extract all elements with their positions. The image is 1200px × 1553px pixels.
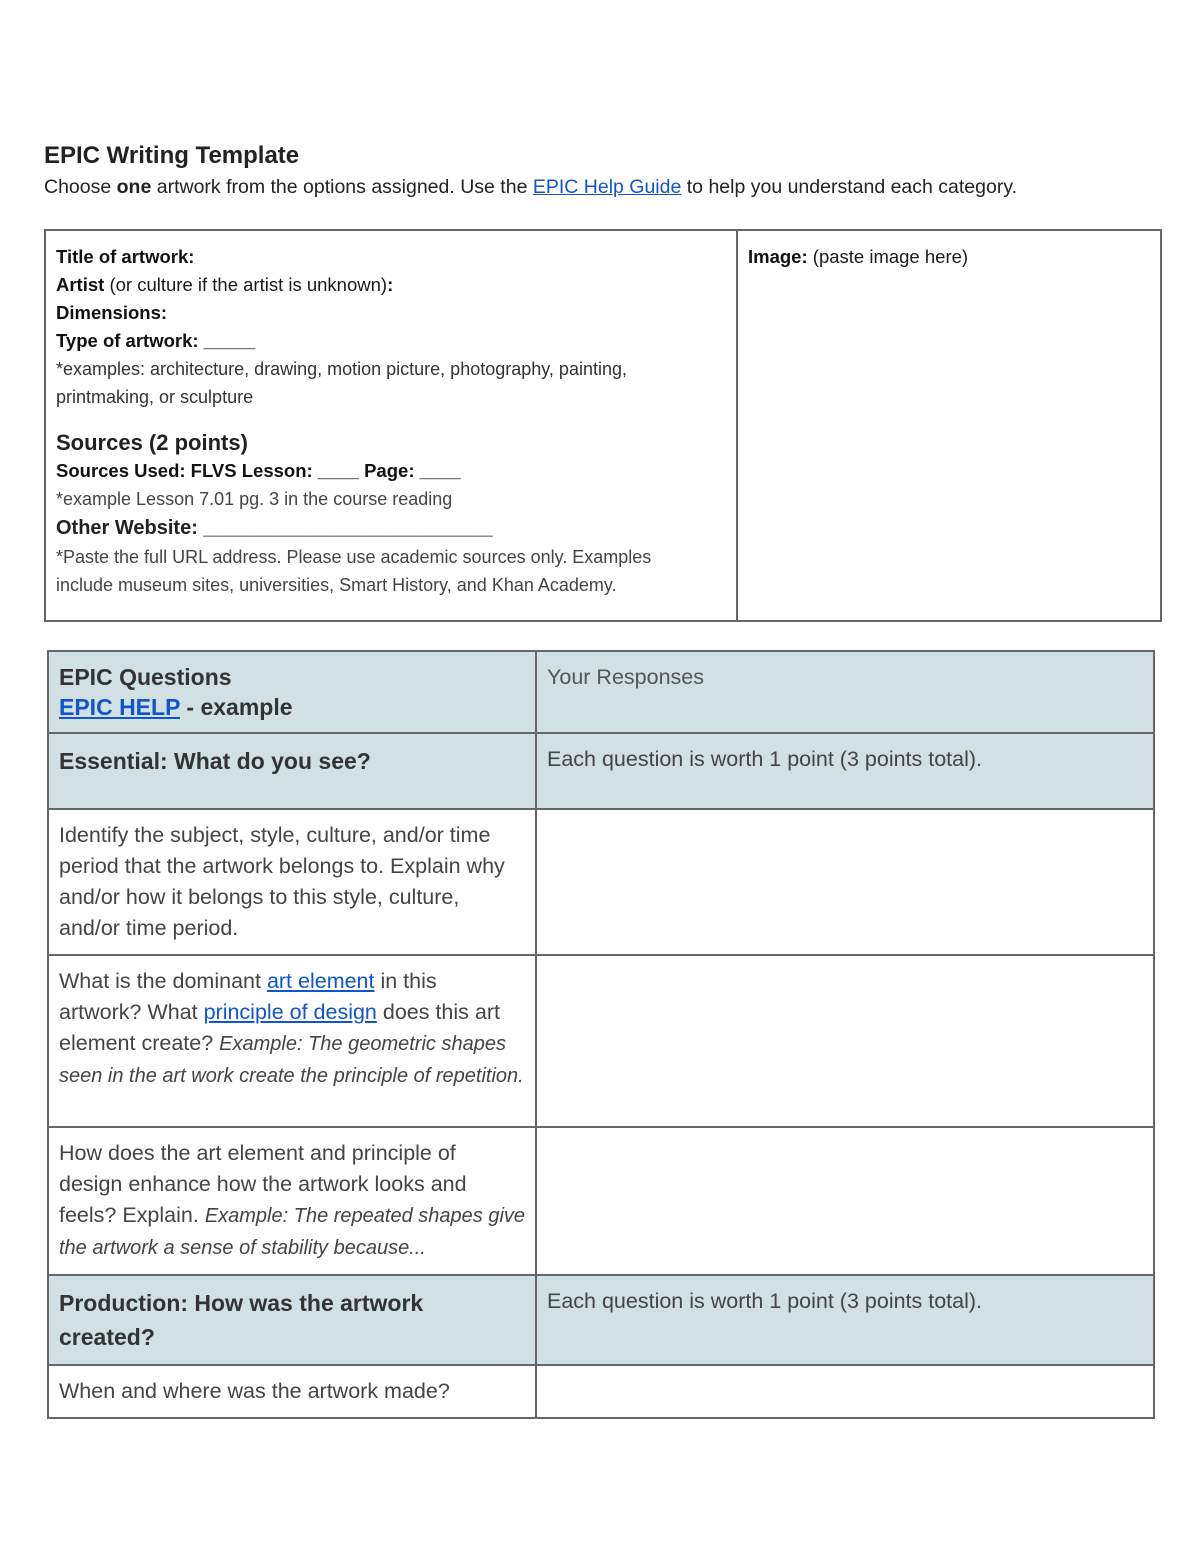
artist-field: Artist (or culture if the artist is unknown): (56, 274, 394, 295)
intro-post: to help you understand each category. (681, 176, 1018, 198)
epic-help-guide-link[interactable]: EPIC Help Guide (532, 176, 682, 198)
dimensions-field: Dimensions: (56, 302, 168, 323)
question-3-cell (48, 1127, 536, 1275)
question-row-2 (48, 955, 1154, 1127)
question-2-example: Example: The geometric shapes seen in the art work create the principle of repetition. (59, 1033, 524, 1087)
question-3-example: Example: The repeated shapes give the artwork a sense of stability because... (59, 1205, 526, 1259)
website-note-line-2: include museum sites, universities, Smart History, and Khan Academy. (56, 575, 617, 595)
question-4-text: When and where was the artwork made? (59, 1379, 450, 1403)
essential-heading: Essential: What do you see? (59, 748, 371, 774)
sources-example: *example Lesson 7.01 pg. 3 in the course reading (56, 489, 453, 509)
question-2-text: What is the dominant art element in this artwork? What principle of design does this art element create? Example: The geometric shapes seen in the art work create the principle of repetition. (59, 969, 524, 1087)
sources-used-field: Sources Used: FLVS Lesson: ____ Page: ____ (56, 460, 461, 481)
production-points-note: Each question is worth 1 point (3 points total). (547, 1289, 983, 1313)
response-4-cell[interactable] (536, 1365, 1154, 1418)
sources-heading: Sources (2 points) (56, 430, 248, 455)
type-examples-line-2: printmaking, or sculpture (56, 387, 254, 407)
response-2-cell[interactable] (536, 955, 1154, 1127)
principle-of-design-link[interactable]: principle of design (203, 1000, 377, 1024)
production-section-row (48, 1275, 1154, 1365)
responses-header-cell (536, 651, 1154, 733)
title-of-artwork-field: Title of artwork: (56, 246, 195, 267)
your-responses-label: Your Responses (547, 665, 704, 689)
essential-points-cell (536, 733, 1154, 809)
epic-questions-table (47, 650, 1155, 1419)
artwork-info-table (44, 229, 1162, 622)
questions-header-cell (48, 651, 536, 733)
question-3-text: How does the art element and principle of design enhance how the artwork looks and feels? Explain. Example: The repeated shapes give the artwork a sense of stability because... (59, 1141, 526, 1259)
question-row-3 (48, 1127, 1154, 1275)
image-cell[interactable] (737, 230, 1161, 621)
intro-mid: artwork from the options assigned. Use the (151, 176, 533, 198)
essential-heading-cell (48, 733, 536, 809)
question-row-1 (48, 809, 1154, 955)
question-1-text: Identify the subject, style, culture, and/or time period that the artwork belongs to. Explain why and/or how it belongs to this style, culture, and/or time period. (59, 823, 505, 940)
question-1-cell (48, 809, 536, 955)
epic-help-link[interactable]: EPIC HELP (59, 694, 180, 720)
art-element-link[interactable]: art element (266, 969, 375, 993)
production-heading-cell (48, 1275, 536, 1365)
intro-pre: Choose (44, 176, 117, 198)
production-points-cell (536, 1275, 1154, 1365)
intro-text (44, 176, 1017, 199)
type-of-artwork-field: Type of artwork: _____ (56, 330, 256, 351)
intro-bold: one (116, 176, 152, 198)
essential-points-note: Each question is worth 1 point (3 points total). (547, 747, 983, 771)
table-header-row (48, 651, 1154, 733)
artwork-details-cell[interactable] (45, 230, 737, 621)
type-examples-line-1: *examples: architecture, drawing, motion picture, photography, painting, (56, 359, 627, 379)
website-note-line-1: *Paste the full URL address. Please use academic sources only. Examples (56, 547, 652, 567)
question-row-4 (48, 1365, 1154, 1418)
response-3-cell[interactable] (536, 1127, 1154, 1275)
document-title: EPIC Writing Template (44, 142, 300, 169)
essential-section-row (48, 733, 1154, 809)
response-1-cell[interactable] (536, 809, 1154, 955)
epic-help-line: EPIC HELP - example (59, 694, 293, 720)
epic-questions-heading: EPIC Questions (59, 664, 232, 690)
production-heading: Production: How was the artwork created? (59, 1290, 424, 1350)
question-2-cell (48, 955, 536, 1127)
other-website-field: Other Website: __________________________ (56, 517, 493, 539)
question-4-cell (48, 1365, 536, 1418)
image-placeholder: Image: (paste image here) (748, 246, 969, 267)
